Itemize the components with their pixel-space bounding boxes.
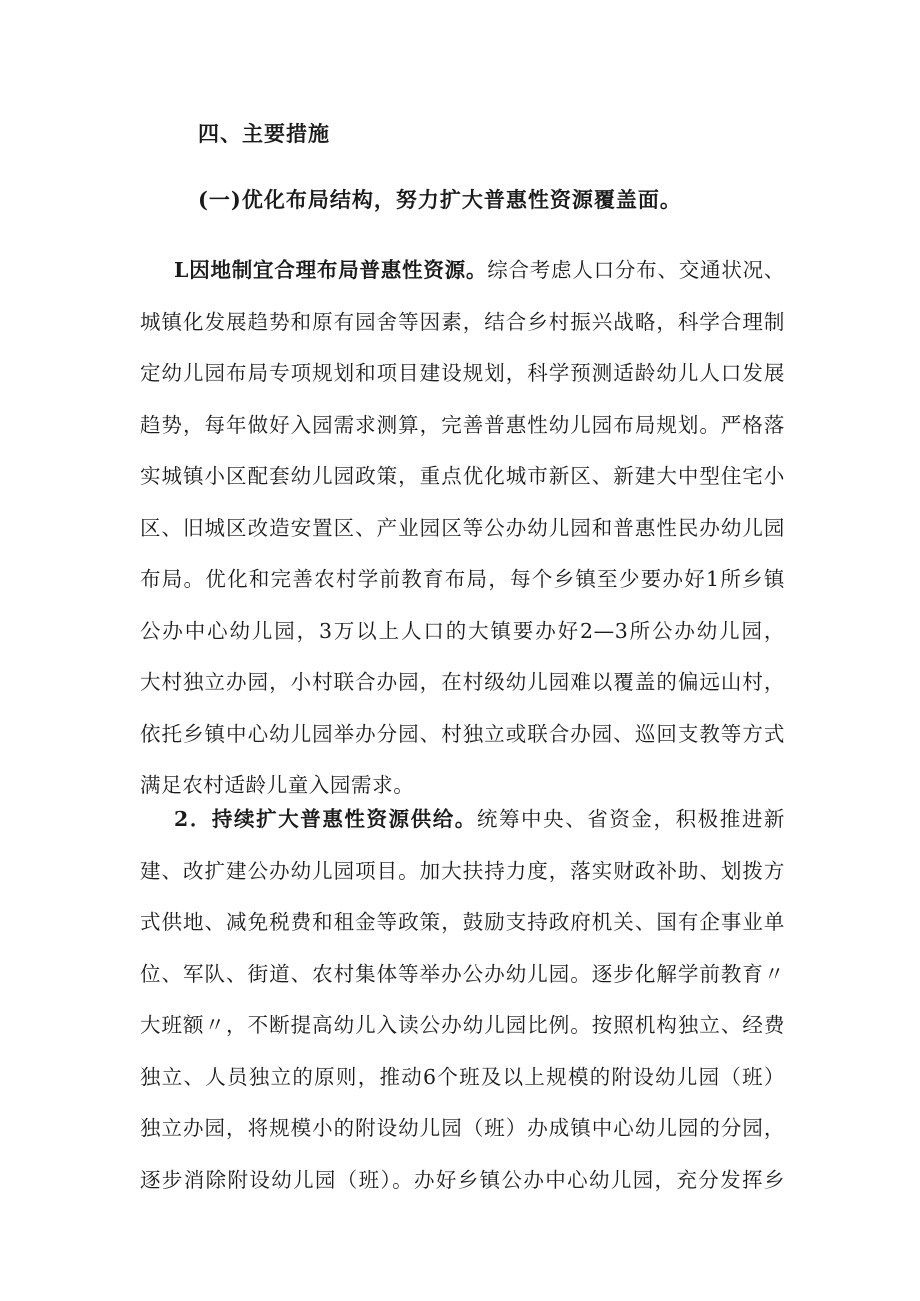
paragraph-lead: 2．持续扩大普惠性资源供给。 [174, 807, 477, 831]
paragraph-1 [140, 245, 785, 812]
paragraph-line: 建、改扩建公办幼儿园项目。加大扶持力度，落实财政补助、划拨方 [140, 858, 785, 883]
paragraph-2 [140, 794, 785, 1206]
paragraph-line: 公办中心幼儿园，3万以上人口的大镇要办好2—3所公办幼儿园， [140, 618, 785, 643]
paragraph-line: 独立办园，将规模小的附设幼儿园（班）办成镇中心幼儿园的分园， [140, 1116, 785, 1140]
paragraph-line: 大班额〃，不断提高幼儿入读公办幼儿园比例。按照机构独立、经费 [140, 1013, 785, 1037]
paragraph-line: 城镇化发展趋势和原有园舍等因素，结合乡村振兴战略，科学合理制 [140, 309, 785, 334]
subsection-heading: (一)优化布局结构，努力扩大普惠性资源覆盖面。 [198, 187, 682, 212]
paragraph-line: 依托乡镇中心幼儿园举办分园、村独立或联合办园、巡回支教等方式 [140, 721, 785, 746]
paragraph-line: 大村独立办园，小村联合办园，在村级幼儿园难以覆盖的偏远山村， [140, 670, 785, 694]
paragraph-line: 式供地、减免税费和租金等政策，鼓励支持政府机关、国有企事业单 [140, 910, 785, 934]
paragraph-line [140, 794, 785, 846]
paragraph-line: 趋势，每年做好入园需求测算，完善普惠性幼儿园布局规划。严格落 [140, 412, 785, 437]
paragraph-text: 统筹中央、省资金，积极推进新 [476, 807, 785, 831]
section-heading: 四、主要措施 [198, 121, 330, 146]
paragraph-line: 实城镇小区配套幼儿园政策，重点优化城市新区、新建大中型住宅小 [140, 464, 785, 488]
paragraph-lead: L因地制宜合理布局普惠性资源。 [174, 258, 488, 282]
paragraph-line: 定幼儿园布局专项规划和项目建设规划，科学预测适龄幼儿人口发展 [140, 361, 785, 385]
paragraph-line: 位、军队、街道、农村集体等举办公办幼儿园。逐步化解学前教育〃 [140, 961, 785, 986]
paragraph-line: 布局。优化和完善农村学前教育布局，每个乡镇至少要办好1所乡镇 [140, 567, 785, 591]
paragraph-text: 综合考虑人口分布、交通状况、 [487, 258, 785, 282]
paragraph-line: 满足农村适龄儿童入园需求。 [140, 773, 415, 797]
paragraph-line [140, 245, 785, 297]
paragraph-line: 独立、人员独立的原则，推动6个班及以上规模的附设幼儿园（班） [140, 1064, 785, 1089]
paragraph-line: 区、旧城区改造安置区、产业园区等公办幼儿园和普惠性民办幼儿园 [140, 515, 785, 540]
paragraph-line: 逐步消除附设幼儿园（班）。办好乡镇公办中心幼儿园，充分发挥乡 [140, 1167, 785, 1192]
